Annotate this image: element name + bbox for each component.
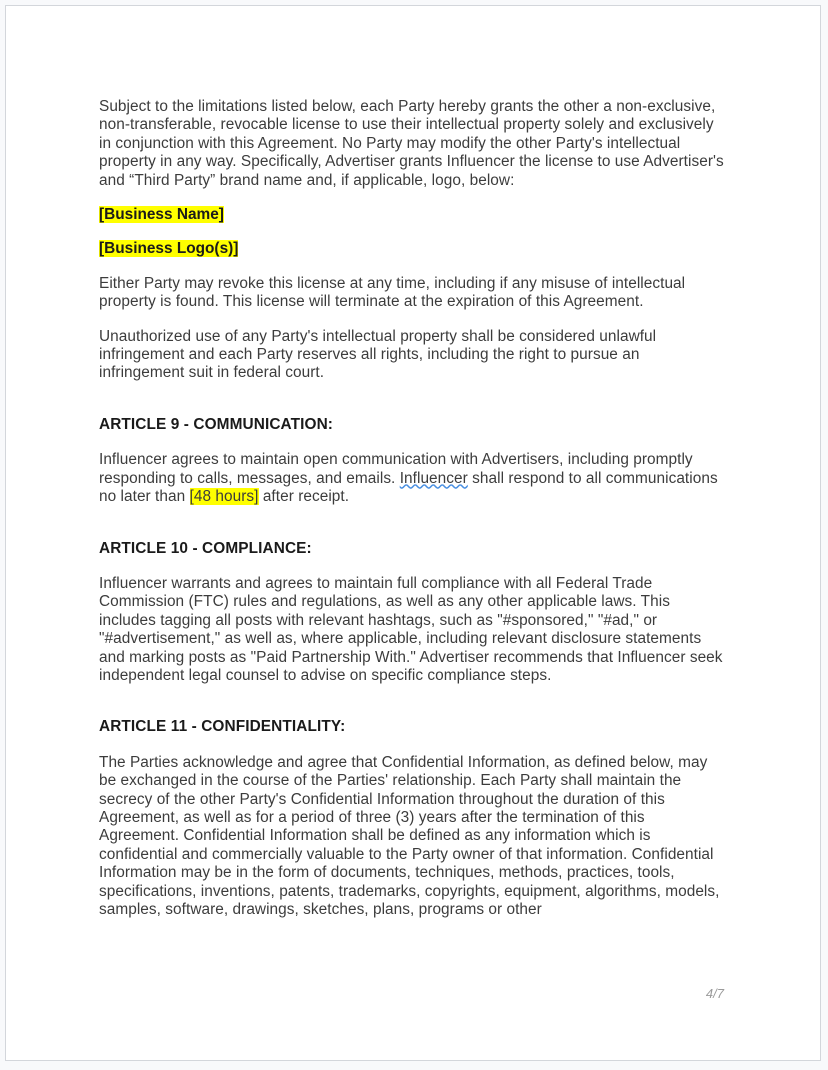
section-spacer [99,399,724,416]
article-9-heading: ARTICLE 9 - COMMUNICATION: [99,415,334,433]
article-11-paragraph: The Parties acknowledge and agree that Confidential Information, as defined below, may be exchanged in the course of the Parties' relationship. Each Party shall maintain the secrecy of the other Party's Confidential Information throughout the duration of this Agreement, as well as for a period of three (3) years after the termination of this Agreement. Confidential Information shall be defined as any information which is confidential and commercially valuable to the Party owner of that information. Confidential Information may be in the form of documents, techniques, methods, practices, tools, specifications, inventions, patents, trademarks, copyrights, equipment, algorithms, models, samples, software, drawings, sketches, plans, programs or other [99,753,720,918]
business-name-highlight[interactable]: [Business Name] [99,206,224,224]
section-spacer [99,701,724,718]
response-time-highlight[interactable]: [48 hours] [189,488,259,506]
article-10-heading: ARTICLE 10 - COMPLIANCE: [99,539,312,557]
article-9-paragraph [99,451,724,506]
article-9-text-tail: after receipt. [258,488,350,506]
business-name-placeholder [99,206,724,224]
article-9-text-middle: shall respond to all communications no later than [99,469,718,506]
spellcheck-flagged-word[interactable]: Influencer [399,469,468,487]
document-content [99,98,724,935]
business-logo-highlight[interactable]: [Business Logo(s)] [99,240,239,258]
business-logo-placeholder [99,240,724,258]
unauthorized-use-paragraph: Unauthorized use of any Party's intellectual property shall be considered unlawful infringement and each Party reserves all rights, including the right to pursue an infringement suit in federal court. [99,327,657,382]
license-grant-paragraph: Subject to the limitations listed below, each Party hereby grants the other a non-exclusive, non-transferable, revocable license to use their intellectual property solely and exclusively in conjunction with this Agreement. No Party may modify the other Party's intellectual property in any way. Specifically, Advertiser grants Influencer the license to use Advertiser's and “Third Party” brand name and, if applicable, logo, below: [99,98,724,189]
page-number-footer: 4/7 [705,986,724,1001]
section-spacer [99,523,724,540]
article-9-text-before: Influencer agrees to maintain open communication with Advertisers, including promptly responding to calls, messages, and emails. [99,451,693,487]
article-11-heading: ARTICLE 11 - CONFIDENTIALITY: [99,718,346,736]
document-page [5,5,821,1061]
article-10-paragraph: Influencer warrants and agrees to maintain full compliance with all Federal Trade Commission (FTC) rules and regulations, as well as any other applicable laws. This includes tagging all posts with relevant hashtags, such as "#sponsored," "#ad," or "#advertisement," as well as, where applicable, including relevant disclosure statements and marking posts as "Paid Partnership With." Advertiser recommends that Influencer seek independent legal counsel to advise on specific compliance steps. [99,574,723,684]
license-revocation-paragraph: Either Party may revoke this license at any time, including if any misuse of intellectual property is found. This license will terminate at the expiration of this Agreement. [99,274,686,311]
